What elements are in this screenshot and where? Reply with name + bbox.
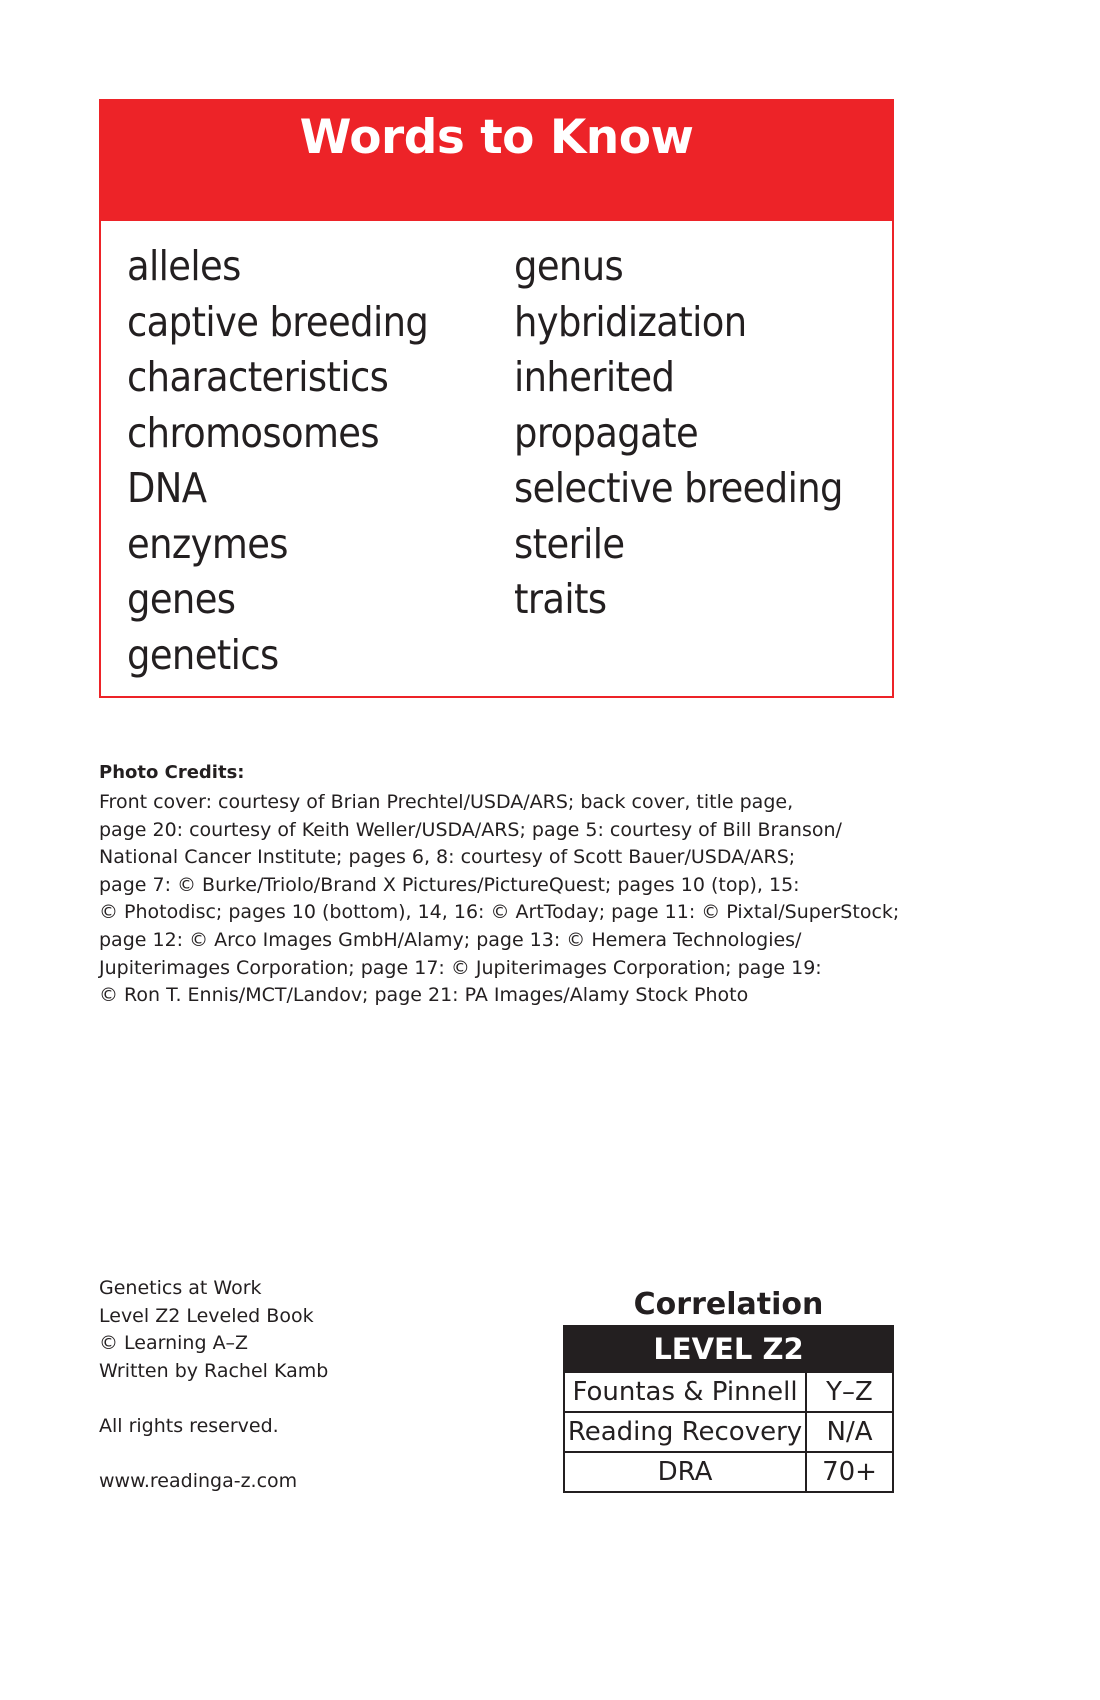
correlation-value: 70+: [822, 1457, 877, 1487]
correlation-label: Reading Recovery: [565, 1413, 807, 1451]
correlation-label: Fountas & Pinnell: [565, 1373, 807, 1411]
correlation-level: LEVEL Z2: [565, 1327, 892, 1371]
correlation-value: Y–Z: [826, 1377, 873, 1407]
vocabulary-word: characteristics: [127, 353, 389, 401]
vocabulary-word: genes: [127, 575, 236, 623]
website-link: www.readinga-z.com: [99, 1470, 298, 1493]
vocabulary-word: traits: [514, 575, 607, 623]
vocabulary-list-right: [514, 239, 843, 628]
copyright: © Learning A–Z: [99, 1332, 249, 1355]
vocabulary-word: DNA: [127, 464, 207, 512]
photo-credits-line: © Ron T. Ennis/MCT/Landov; page 21: PA Images/Alamy Stock Photo: [99, 984, 749, 1007]
vocabulary-word: inherited: [514, 353, 675, 401]
rights-statement: All rights reserved.: [99, 1414, 279, 1437]
photo-credits-title: Photo Credits:: [99, 762, 245, 783]
spacer: [99, 1385, 328, 1413]
vocabulary-word: propagate: [514, 408, 699, 457]
vocabulary-word: alleles: [127, 242, 241, 290]
vocabulary-word: selective breeding: [514, 464, 843, 512]
photo-credits-line: © Photodisc; pages 10 (bottom), 14, 16: © ArtToday; page 11: © Pixtal/SuperStock;: [99, 901, 900, 924]
photo-credits-line: Front cover: courtesy of Brian Prechtel/USDA/ARS; back cover, title page,: [99, 791, 794, 813]
book-info: [99, 1275, 328, 1496]
vocabulary-word: chromosomes: [127, 408, 380, 457]
vocabulary-word: genus: [514, 242, 624, 290]
photo-credits-text: [99, 789, 899, 1010]
words-to-know-box: [99, 99, 894, 698]
vocabulary-word: hybridization: [514, 297, 747, 346]
vocabulary-word: captive breeding: [127, 297, 429, 346]
correlation-table: [563, 1325, 894, 1493]
correlation-label: DRA: [565, 1453, 807, 1491]
photo-credits-line: National Cancer Institute; pages 6, 8: courtesy of Scott Bauer/USDA/ARS;: [99, 846, 796, 869]
photo-credits-line: Jupiterimages Corporation; page 17: © Jupiterimages Corporation; page 19:: [99, 956, 822, 979]
table-row: [565, 1451, 892, 1491]
vocabulary-word: sterile: [514, 519, 625, 568]
author-credit: Written by Rachel Kamb: [99, 1359, 329, 1382]
photo-credits-line: page 7: © Burke/Triolo/Brand X Pictures/PictureQuest; pages 10 (top), 15:: [99, 873, 800, 896]
vocabulary-word: genetics: [127, 630, 279, 679]
vocabulary-list-left: [127, 239, 428, 683]
spacer: [99, 1441, 328, 1469]
table-row: [565, 1411, 892, 1451]
book-level: Level Z2 Leveled Book: [99, 1304, 314, 1327]
book-title: Genetics at Work: [99, 1277, 262, 1299]
correlation-value: N/A: [826, 1417, 873, 1447]
vocabulary-word: enzymes: [127, 519, 288, 568]
photo-credits-line: page 20: courtesy of Keith Weller/USDA/ARS; page 5: courtesy of Bill Branson/: [99, 818, 842, 841]
photo-credits-line: page 12: © Arco Images GmbH/Alamy; page 13: © Hemera Technologies/: [99, 928, 802, 951]
words-to-know-title: Words to Know: [99, 99, 894, 221]
correlation-title: Correlation: [633, 1287, 824, 1322]
table-row: [565, 1371, 892, 1411]
